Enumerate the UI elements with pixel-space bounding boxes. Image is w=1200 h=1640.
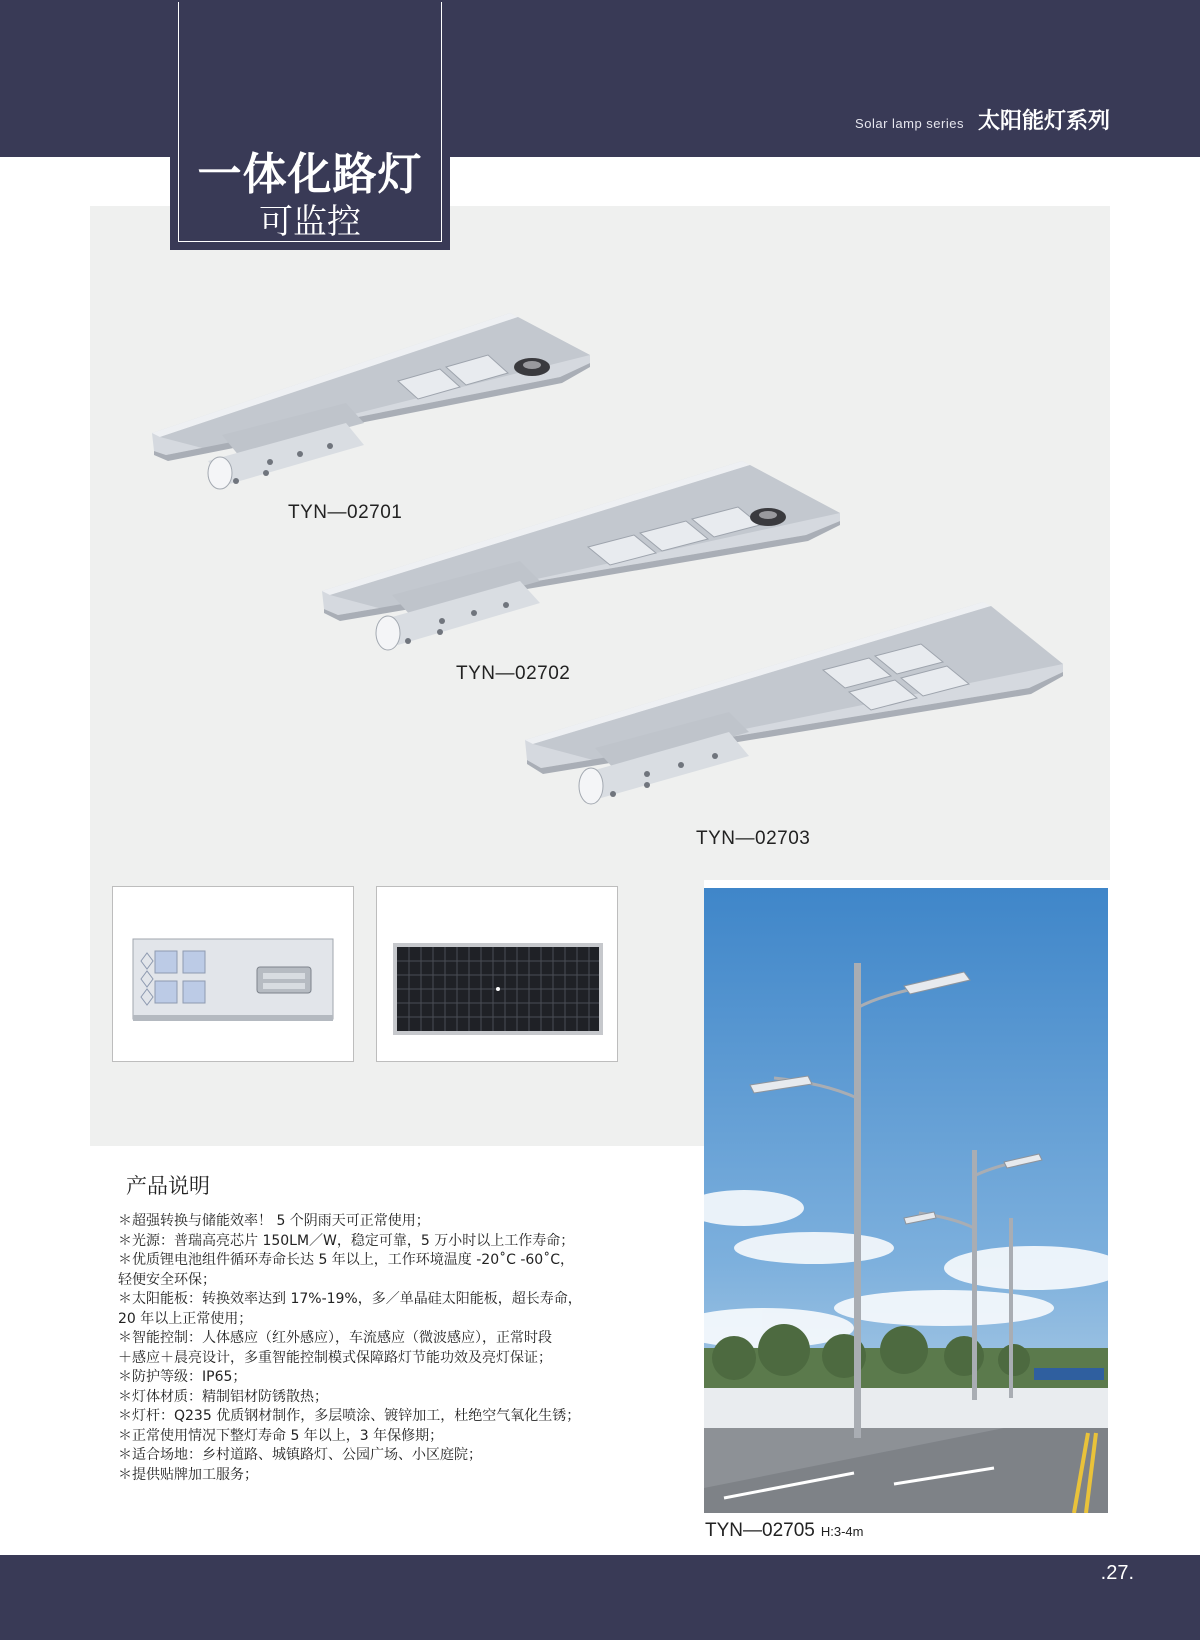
list-item: ＊灯杆：Q235 优质钢材制作，多层喷涂、镀锌加工，杜绝空气氧化生锈； [118, 1408, 581, 1424]
list-item: ＊适合场地：乡村道路、城镇路灯、公园广场、小区庭院； [118, 1447, 482, 1463]
photo-model-number: TYN—02705 [705, 1520, 815, 1541]
street-light-photo [704, 888, 1108, 1513]
list-item: ＊正常使用情况下整灯寿命 5 年以上，3 年保修期； [118, 1427, 444, 1444]
title-box [170, 0, 450, 250]
model-label-02701: TYN—02701 [288, 502, 403, 523]
list-item: ＊超强转换与储能效率！ 5 个阴雨天可正常使用； [118, 1213, 430, 1229]
model-label-02703: TYN—02703 [696, 828, 811, 849]
lamp-underside-image [113, 887, 353, 1061]
lamp-image-02703 [523, 600, 1068, 830]
photo-height-spec: H:3-4m [820, 1524, 864, 1539]
series-header [855, 104, 1110, 135]
list-item: ＊太阳能板：转换效率达到 17%-19%，多／单晶硅太阳能板，超长寿命， 20 年以上正常使用； [118, 1291, 582, 1327]
thumbnail-solar-panel [376, 886, 618, 1062]
list-item: ＊防护等级：IP65； [118, 1369, 247, 1385]
page-title: 一体化路灯 [197, 149, 423, 200]
thumbnail-lamp-underside [112, 886, 354, 1062]
list-item: ＊光源：普瑞高亮芯片 150LM／W，稳定可靠，5 万小时以上工作寿命； [118, 1232, 575, 1249]
photo-model-caption [705, 1520, 863, 1542]
series-english: Solar lamp series [855, 116, 964, 131]
description-list [118, 1212, 638, 1485]
bottom-banner [0, 1555, 1200, 1640]
page-subtitle: 可监控 [259, 202, 361, 242]
street-scene-image [704, 888, 1108, 1513]
list-item: ＊智能控制：人体感应（红外感应），车流感应（微波感应），正常时段 ＋感应＋晨亮设计，多重智能控制模式保障路灯节能功效及亮灯保证； [118, 1330, 552, 1366]
model-label-02702: TYN—02702 [456, 663, 571, 684]
solar-panel-image [377, 887, 617, 1061]
list-item: ＊优质锂电池组件循环寿命长达 5 年以上，工作环境温度 -20˚C -60˚C， 轻便安全环保； [118, 1252, 574, 1288]
list-item: ＊提供贴牌加工服务； [118, 1466, 258, 1483]
page-number: .27. [1100, 1562, 1134, 1584]
series-chinese: 太阳能灯系列 [977, 109, 1110, 134]
description-title: 产品说明 [126, 1174, 210, 1198]
list-item: ＊灯体材质：精制铝材防锈散热； [118, 1388, 328, 1405]
